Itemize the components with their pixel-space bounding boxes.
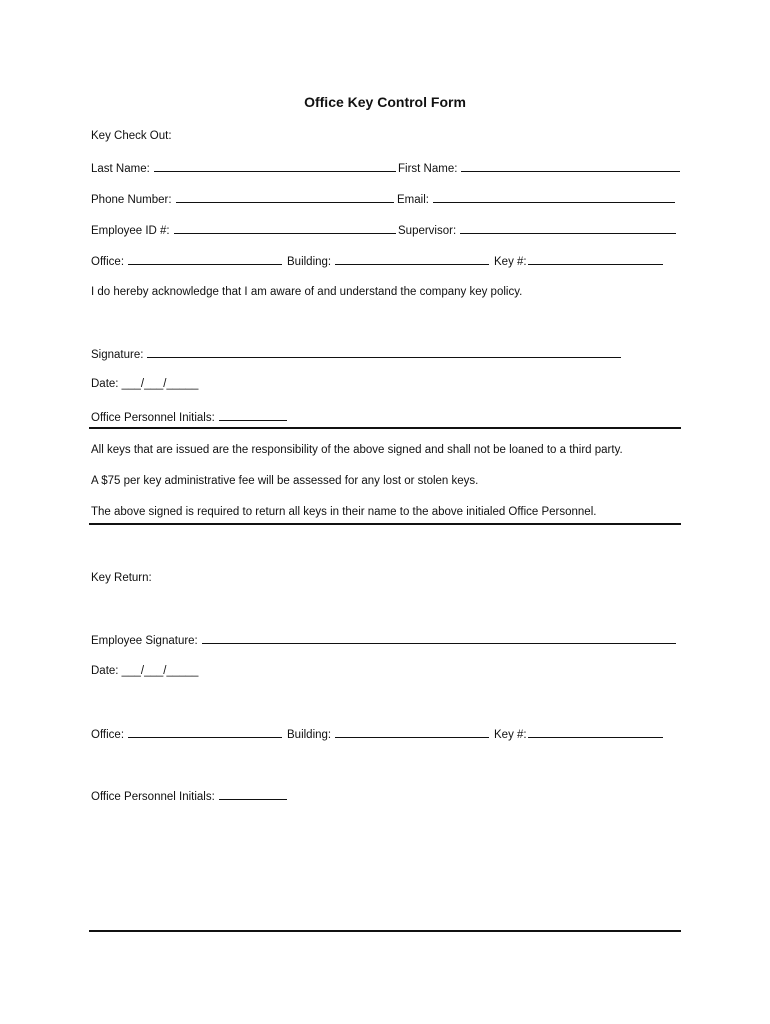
key-number-field[interactable] xyxy=(494,252,663,270)
office-input[interactable] xyxy=(128,252,282,265)
email-label: Email: xyxy=(397,194,429,206)
return-heading: Key Return: xyxy=(91,572,152,584)
last-name-input[interactable] xyxy=(154,159,396,172)
employee-id-label: Employee ID #: xyxy=(91,225,170,237)
return-office-label: Office: xyxy=(91,729,125,741)
return-office-input[interactable] xyxy=(128,725,282,738)
section-divider-top xyxy=(89,427,681,429)
return-office-field[interactable] xyxy=(91,725,282,743)
first-name-input[interactable] xyxy=(461,159,680,172)
policy-line-responsibility: All keys that are issued are the responsibility of the above signed and shall not be loaned to a third party. xyxy=(91,444,623,456)
supervisor-field[interactable] xyxy=(398,221,676,239)
employee-signature-label: Employee Signature: xyxy=(91,635,198,647)
return-building-field[interactable] xyxy=(287,725,489,743)
return-initials-label: Office Personnel Initials: xyxy=(91,791,215,803)
last-name-label: Last Name: xyxy=(91,163,150,175)
return-initials-input[interactable] xyxy=(219,787,287,800)
employee-signature-input[interactable] xyxy=(202,631,676,644)
return-initials-field[interactable] xyxy=(91,787,287,805)
footer-divider xyxy=(89,930,681,932)
building-field[interactable] xyxy=(287,252,489,270)
supervisor-label: Supervisor: xyxy=(398,225,457,237)
phone-number-label: Phone Number: xyxy=(91,194,172,206)
signature-label: Signature: xyxy=(91,349,144,361)
office-field[interactable] xyxy=(91,252,282,270)
return-key-number-field[interactable] xyxy=(494,725,663,743)
email-input[interactable] xyxy=(433,190,675,203)
checkout-initials-label: Office Personnel Initials: xyxy=(91,412,215,424)
building-input[interactable] xyxy=(335,252,489,265)
checkout-date-field[interactable]: Date: ___/___/_____ xyxy=(91,378,199,390)
signature-field[interactable] xyxy=(91,345,621,363)
return-key-number-label: Key #: xyxy=(494,729,527,741)
office-label: Office: xyxy=(91,256,125,268)
signature-input[interactable] xyxy=(147,345,621,358)
phone-number-field[interactable] xyxy=(91,190,394,208)
policy-line-fee: A $75 per key administrative fee will be assessed for any lost or stolen keys. xyxy=(91,475,479,487)
return-key-number-input[interactable] xyxy=(528,725,663,738)
form-title: Office Key Control Form xyxy=(304,94,466,110)
email-field[interactable] xyxy=(397,190,675,208)
last-name-field[interactable] xyxy=(91,159,396,177)
key-number-label: Key #: xyxy=(494,256,527,268)
employee-id-input[interactable] xyxy=(174,221,396,234)
checkout-initials-input[interactable] xyxy=(219,408,287,421)
first-name-label: First Name: xyxy=(398,163,458,175)
phone-number-input[interactable] xyxy=(176,190,394,203)
checkout-initials-field[interactable] xyxy=(91,408,287,426)
section-divider-bottom xyxy=(89,523,681,525)
return-building-input[interactable] xyxy=(335,725,489,738)
employee-id-field[interactable] xyxy=(91,221,396,239)
employee-signature-field[interactable] xyxy=(91,631,676,649)
key-number-input[interactable] xyxy=(528,252,663,265)
supervisor-input[interactable] xyxy=(460,221,676,234)
building-label: Building: xyxy=(287,256,332,268)
checkout-heading: Key Check Out: xyxy=(91,130,172,142)
first-name-field[interactable] xyxy=(398,159,680,177)
return-building-label: Building: xyxy=(287,729,332,741)
policy-line-return: The above signed is required to return all keys in their name to the above initialed Office Personnel. xyxy=(91,506,597,518)
return-date-field[interactable]: Date: ___/___/_____ xyxy=(91,665,199,677)
acknowledgement-text: I do hereby acknowledge that I am aware of and understand the company key policy. xyxy=(91,286,523,298)
